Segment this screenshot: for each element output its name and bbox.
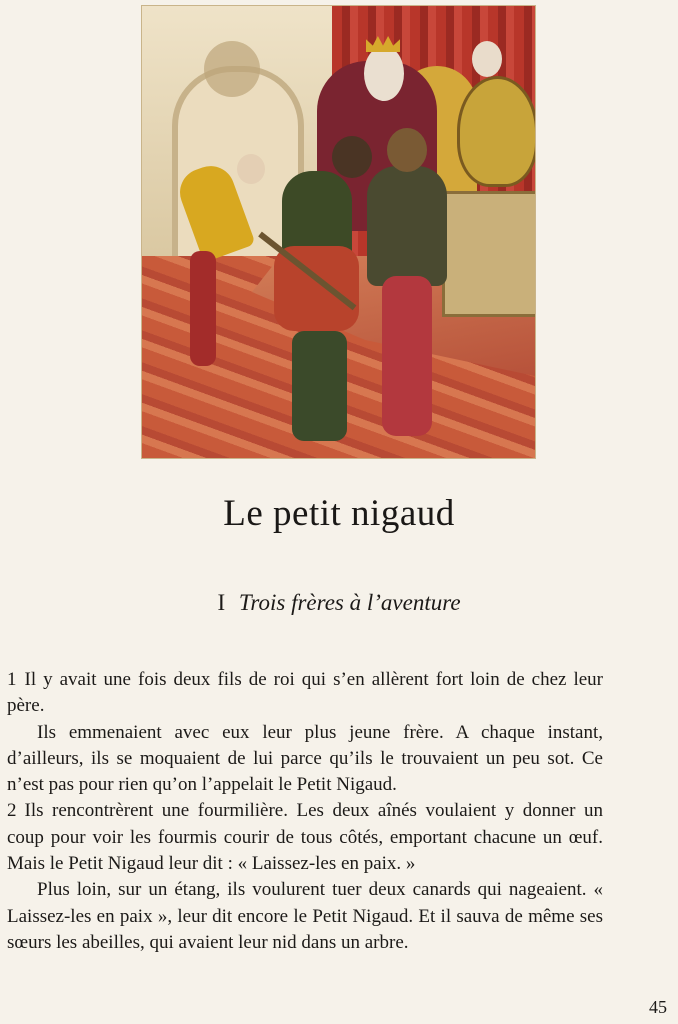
court-illustration xyxy=(141,5,536,459)
king-head xyxy=(364,46,404,101)
paragraph xyxy=(7,798,603,877)
second-brother-figure xyxy=(367,166,447,286)
chapter-number: I xyxy=(217,590,226,615)
story-body xyxy=(7,667,603,956)
paragraph xyxy=(7,720,603,799)
throne xyxy=(442,191,536,317)
paragraph-text: Il y avait une fois deux fils de roi qui s’en allèrent fort loin de chez leur père. xyxy=(7,669,603,717)
story-title: Le petit nigaud xyxy=(223,493,455,534)
chapter-title: Trois frères à l’aventure xyxy=(238,590,461,615)
coat-of-arms-icon xyxy=(204,41,260,97)
paragraph-text: Ils emmenaient avec eux leur plus jeune frère. A chaque instant, d’ailleurs, ils se moquaient de lui parce qu’ils le trouvaient un peu sot. Ce n’est pas pour rien qu’on l’appelait le Petit Nigaud. xyxy=(7,721,603,796)
guard-figure xyxy=(472,41,502,77)
paragraph xyxy=(7,877,603,956)
youngest-brother-legs xyxy=(190,251,216,366)
elder-brother-head xyxy=(332,136,372,178)
paragraph xyxy=(7,667,603,720)
elder-brother-legs xyxy=(292,331,347,441)
youngest-brother-head xyxy=(237,154,265,184)
paragraph-number: 2 xyxy=(7,800,17,822)
heraldic-banner xyxy=(457,76,536,187)
paragraph-text: Plus loin, sur un étang, ils voulurent tuer deux canards qui nageaient. « Laissez-les en paix », leur dit encore le Petit Nigaud. Et il sauva de même ses sœurs les abeilles, qui avaient leur nid dans un arbre. xyxy=(7,879,603,953)
paragraph-number: 1 xyxy=(7,669,17,690)
second-brother-legs xyxy=(382,276,432,436)
second-brother-head xyxy=(387,128,427,172)
paragraph-text: Ils rencontrèrent une fourmilière. Les deux aînés voulaient y donner un coup pour voir les fourmis courir de tous côtés, emportant chacune un œuf. Mais le Petit Nigaud leur dit : « Laissez-les en paix. » xyxy=(7,800,603,875)
page-number: 45 xyxy=(649,997,667,1017)
chapter-heading xyxy=(0,590,678,616)
